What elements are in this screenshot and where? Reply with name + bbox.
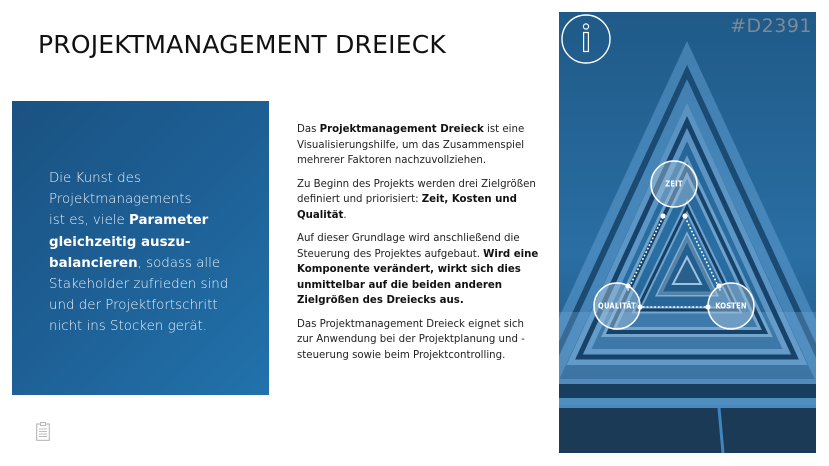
paragraph-control [297, 231, 542, 309]
text: Zu Beginn des Projekts werden drei Zielgrößen definiert und priorisiert: [297, 178, 536, 205]
document-code: #D2391 [730, 15, 812, 37]
quote-line [49, 232, 253, 253]
emphasis: Wird eine Komponente verändert, wirkt sich dies unmittelbar auf die beiden anderen Zielgrößen des Dreiecks aus. [297, 248, 539, 306]
triangle-photo-panel [559, 12, 816, 453]
text: . [343, 209, 347, 221]
quote-line: Die Kunst des [49, 171, 141, 186]
quote-emphasis: balancieren [49, 255, 138, 271]
node-kosten: KOSTEN [715, 301, 747, 311]
quote-line [49, 253, 253, 274]
quote-emphasis: gleichzeitig auszu- [49, 234, 191, 250]
paragraph-intro [297, 122, 542, 169]
quote-box [12, 101, 269, 395]
quote-line: Stakeholder zufrieden sind [49, 277, 229, 293]
triangle-tunnel-image [559, 12, 816, 453]
text: Das [297, 124, 320, 135]
quote-line [49, 210, 253, 231]
quote-emphasis: Parameter [129, 213, 209, 229]
quote-line: Projektmanagements [49, 192, 192, 208]
paragraph-usage: Das Projektmanagement Dreieck eignet sich zur Anwendung bei der Projektplanung und -steuerung sowie beim Projektcontrolling. [297, 318, 525, 361]
description-text [297, 122, 542, 371]
quote-text: ist es, viele [49, 213, 130, 229]
emphasis: Zeit, Kosten und Qualität [297, 194, 517, 221]
quote-line: nicht ins Stocken gerät. [49, 319, 208, 335]
quote-line: und der Projektfortschritt [49, 298, 218, 314]
paragraph-targets [297, 177, 542, 224]
page-title: PROJEKTMANAGEMENT DREIECK [38, 30, 446, 59]
clipboard-icon[interactable] [36, 422, 50, 441]
node-zeit: ZEIT [665, 179, 683, 189]
node-qualitaet: QUALITÄT [598, 301, 636, 311]
info-icon[interactable] [559, 12, 613, 66]
emphasis: Projektmanagement Dreieck [319, 124, 484, 135]
text: ist eine Visualisierungshilfe, um das Zusammenspiel mehrerer Faktoren nachzuvollziehen. [297, 124, 525, 166]
text: Auf dieser Grundlage wird anschließend die Steuerung des Projektes aufgebaut. [297, 233, 520, 260]
quote-text: , sodass alle [137, 255, 221, 271]
